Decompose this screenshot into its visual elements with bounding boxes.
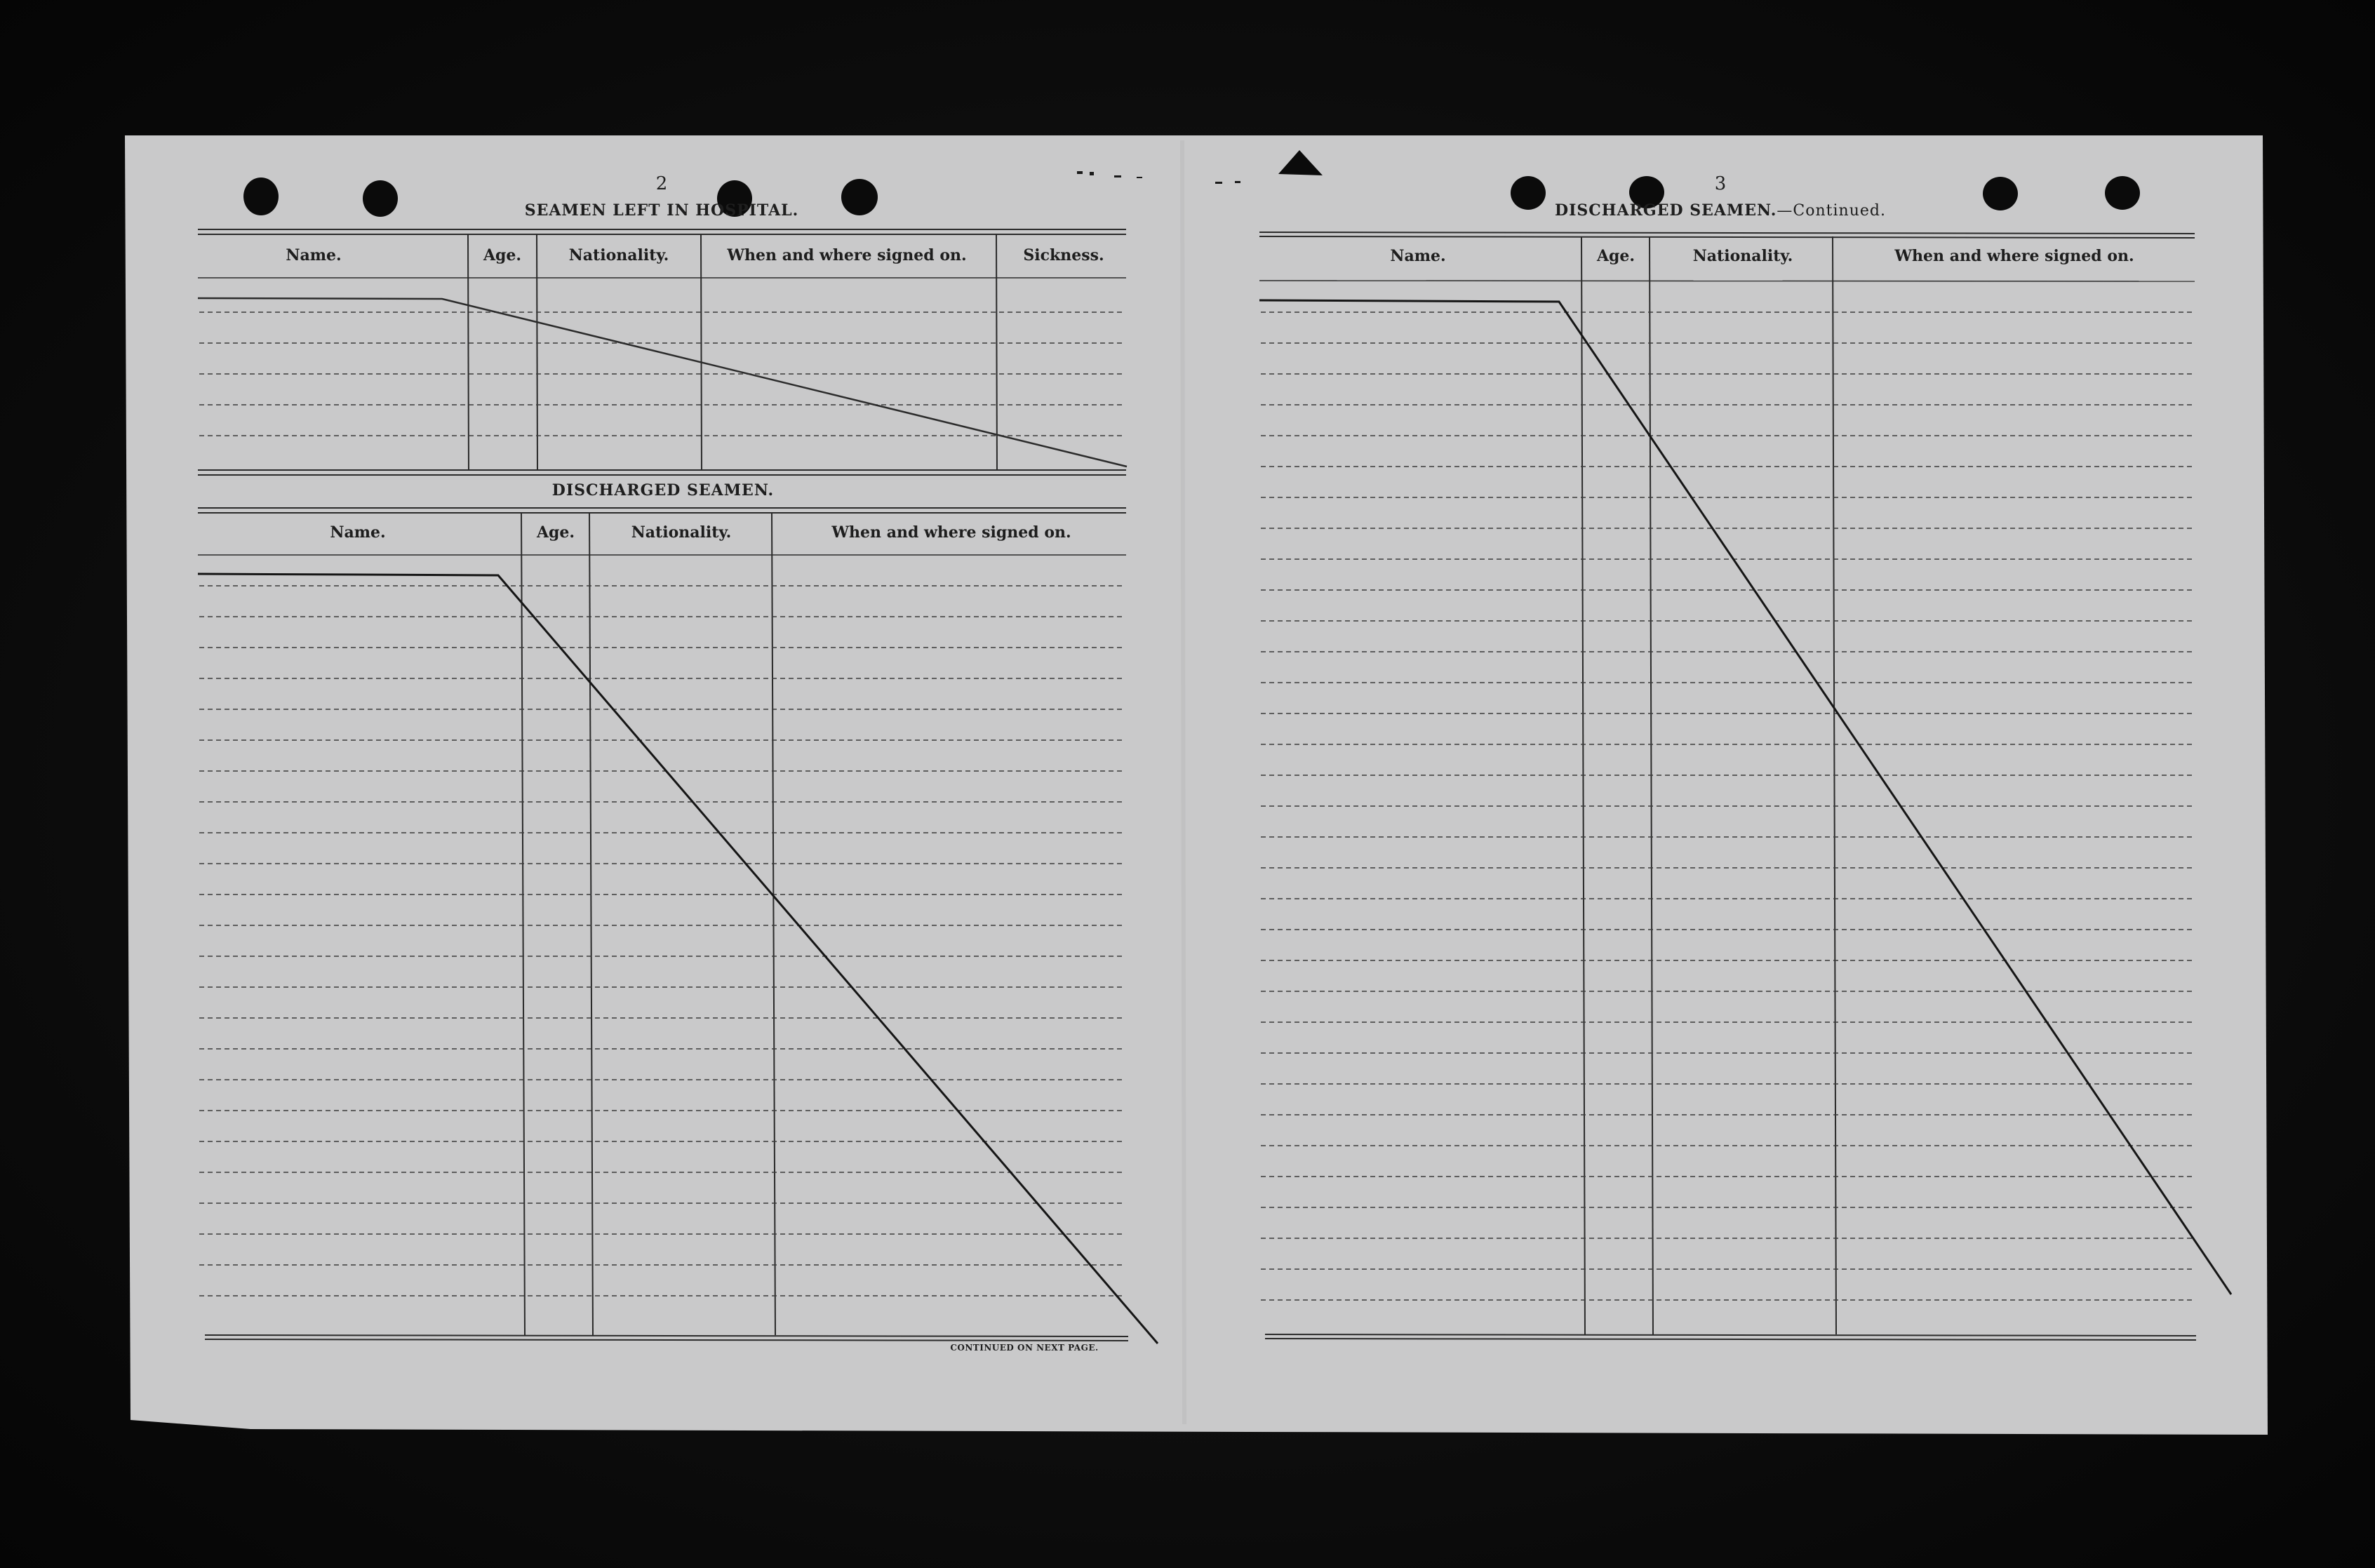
- punch-hole: [243, 177, 279, 215]
- right-page-title: [1555, 201, 1886, 220]
- hospital-col-nationality: Nationality.: [568, 246, 669, 264]
- right-col-signed-on: When and where signed on.: [1894, 247, 2134, 265]
- right-col-nationality: Nationality.: [1692, 247, 1793, 265]
- paper-sheet: [125, 135, 2268, 1435]
- punch-hole: [2105, 176, 2140, 210]
- discharged-col-signed-on: When and where signed on.: [831, 523, 1071, 542]
- discharged-col-name: Name.: [330, 523, 386, 542]
- hospital-col-age: Age.: [483, 246, 522, 264]
- right-col-age: Age.: [1596, 247, 1635, 265]
- discharged-col-age: Age.: [536, 523, 575, 542]
- page-fold: [1182, 140, 1184, 1424]
- continued-note: CONTINUED ON NEXT PAGE.: [950, 1343, 1099, 1353]
- hospital-col-sickness: Sickness.: [1023, 246, 1104, 264]
- right-page-title-main: DISCHARGED SEAMEN.: [1555, 201, 1777, 220]
- hospital-col-name: Name.: [286, 246, 342, 264]
- right-page-title-continued: —Continued.: [1777, 202, 1886, 220]
- punch-hole: [841, 179, 878, 215]
- discharged-col-nationality: Nationality.: [631, 523, 732, 542]
- hospital-section-title: SEAMEN LEFT IN HOSPITAL.: [524, 201, 799, 220]
- right-page-number: 3: [1714, 173, 1727, 194]
- discharged-section-title: DISCHARGED SEAMEN.: [551, 481, 775, 500]
- left-page-number: 2: [655, 173, 668, 194]
- hospital-col-signed-on: When and where signed on.: [727, 246, 967, 264]
- punch-hole: [363, 180, 398, 217]
- punch-hole: [1983, 177, 2018, 210]
- punch-hole: [1511, 176, 1546, 210]
- right-col-name: Name.: [1390, 247, 1446, 265]
